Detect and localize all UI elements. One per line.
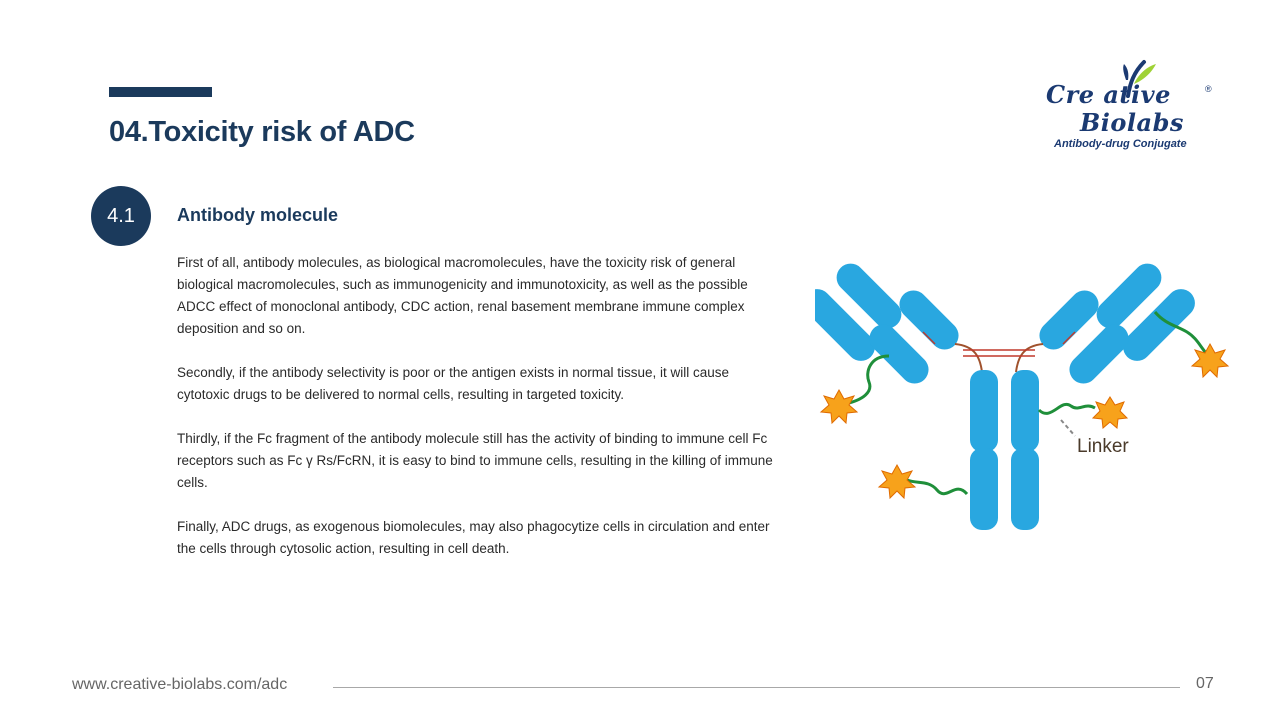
fc-region [970, 370, 1039, 530]
linker-label: Linker [1077, 436, 1129, 457]
linker-fc-left [907, 480, 967, 494]
drug-payload-icon [1093, 397, 1127, 428]
footer-url: www.creative-biolabs.com/adc [72, 676, 288, 693]
section-number-badge: 4.1 [91, 186, 151, 246]
paragraph-3: Thirdly, if the Fc fragment of the antibody molecule still has the activity of binding to immune cell Fc receptors such as Fc γ Rs/FcRN, it is easy to bind to immune cells, resulting in the killing of immune cells. [177, 431, 773, 490]
left-arm [815, 258, 964, 390]
fc-right-lower [1011, 448, 1039, 530]
title-accent-bar [109, 87, 212, 97]
paragraph-1: First of all, antibody molecules, as biological macromolecules, have the toxicity risk of general biological macromolecules, such as immunogenicity and immunotoxicity, as well as the possible ADCC effect of monoclonal antibody, CDC action, renal basement membrane immune complex deposition and so on. [177, 255, 748, 336]
fc-right-upper [1011, 370, 1039, 452]
linker-fc-right [1039, 404, 1095, 413]
logo-wordmark-line1: Cre ative [1046, 80, 1171, 109]
page-number: 07 [1196, 675, 1214, 692]
fc-left-lower [970, 448, 998, 530]
linker-pointer [1061, 420, 1075, 436]
drug-payload-icon [821, 390, 857, 423]
logo-wordmark-line2: Biolabs [1080, 108, 1184, 137]
fc-left-upper [970, 370, 998, 452]
footer-divider [333, 687, 1180, 688]
antibody-drug-conjugate-diagram [815, 232, 1235, 542]
paragraph-2: Secondly, if the antibody selectivity is poor or the antigen exists in normal tissue, it will cause cytotoxic drugs to be delivered to normal cells, resulting in targeted toxicity. [177, 365, 730, 402]
slide-title: 04.Toxicity risk of ADC [109, 116, 415, 148]
right-arm [1034, 258, 1201, 390]
body-text [177, 252, 777, 582]
paragraph-4: Finally, ADC drugs, as exogenous biomolecules, may also phagocytize cells in circulation and enter the cells through cytosolic action, resulting in cell death. [177, 519, 770, 556]
drug-payload-icon [1192, 344, 1228, 377]
section-title: Antibody molecule [177, 205, 339, 225]
logo-registered-mark: ® [1205, 84, 1212, 94]
logo-tagline: Antibody-drug Conjugate [1054, 138, 1187, 150]
company-logo [1040, 58, 1220, 158]
